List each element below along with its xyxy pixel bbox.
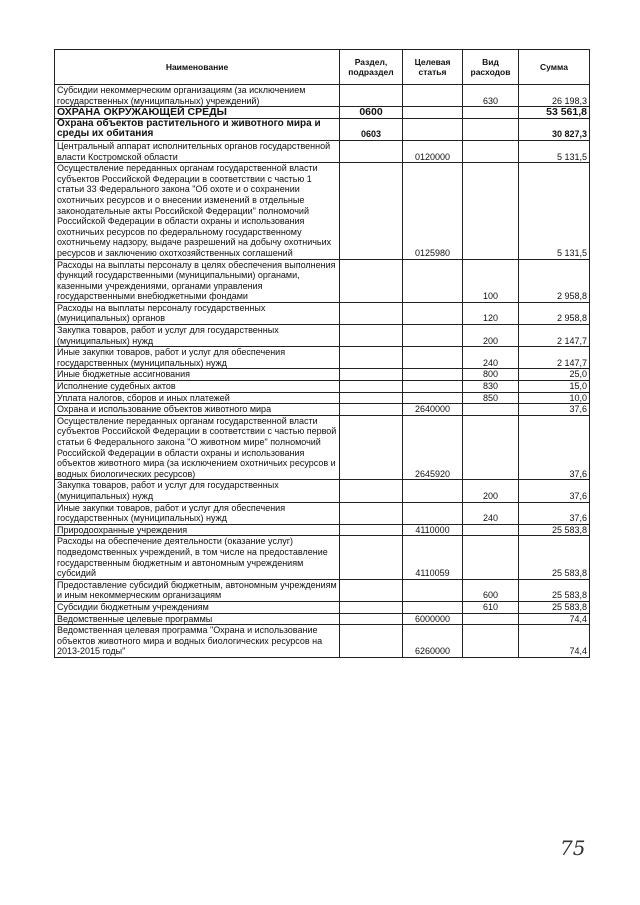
cell-type bbox=[463, 613, 519, 625]
cell-sum: 37,6 bbox=[519, 415, 590, 480]
cell-name: Иные закупки товаров, работ и услуг для обеспечения государственных (муниципальных) нужд bbox=[55, 502, 340, 524]
cell-sum: 74,4 bbox=[519, 613, 590, 625]
cell-section: 0603 bbox=[340, 118, 403, 140]
cell-target: 2640000 bbox=[403, 404, 463, 416]
table-row bbox=[55, 613, 590, 625]
table-row bbox=[55, 536, 590, 579]
cell-type bbox=[463, 118, 519, 140]
table-row bbox=[55, 259, 590, 302]
table-row bbox=[55, 302, 590, 324]
cell-name: Иные закупки товаров, работ и услуг для обеспечения государственных (муниципальных) нужд bbox=[55, 347, 340, 369]
table-row bbox=[55, 163, 590, 259]
cell-target bbox=[403, 502, 463, 524]
cell-name: Расходы на выплаты персоналу в целях обеспечения выполнения функций государственными (муниципальными) органами, казенными учреждениями, органами управления государственными внебюджетными фондами bbox=[55, 259, 340, 302]
cell-target bbox=[403, 369, 463, 381]
cell-sum: 74,4 bbox=[519, 625, 590, 658]
cell-target: 6260000 bbox=[403, 625, 463, 658]
cell-sum: 37,6 bbox=[519, 480, 590, 502]
cell-name: Расходы на обеспечение деятельности (оказание услуг) подведомственных учреждений, в том числе на предоставление государственным бюджетным и автономным учреждениям субсидий bbox=[55, 536, 340, 579]
table-row bbox=[55, 347, 590, 369]
cell-type bbox=[463, 524, 519, 536]
cell-name: Закупка товаров, работ и услуг для государственных (муниципальных) нужд bbox=[55, 480, 340, 502]
cell-sum: 2 958,8 bbox=[519, 302, 590, 324]
cell-name: Исполнение судебных актов bbox=[55, 381, 340, 393]
cell-target: 2645920 bbox=[403, 415, 463, 480]
table-body bbox=[55, 85, 590, 658]
cell-type: 240 bbox=[463, 347, 519, 369]
cell-section bbox=[340, 369, 403, 381]
cell-name: Предоставление субсидий бюджетным, автономным учреждениям и иным некоммерческим организациям bbox=[55, 579, 340, 601]
cell-sum: 25,0 bbox=[519, 369, 590, 381]
table-row bbox=[55, 579, 590, 601]
cell-sum: 10,0 bbox=[519, 392, 590, 404]
table-row bbox=[55, 404, 590, 416]
cell-name: Осуществление переданных органам государственной власти субъектов Российской Федерации в соответствии с частью 1 статьи 33 Федерального закона "Об охоте и о сохранении охотничьих ресурсов и о внесении изменений в отдельные законодательные акты Российской Федерации" полномочий Российской Федерации в области охраны и использования охотничьих ресурсов по федеральному государственному охотничьему надзору, выдаче разрешений на добычу охотничьих ресурсов и заключению охотхозяйственных соглашений bbox=[55, 163, 340, 259]
cell-sum: 25 583,8 bbox=[519, 579, 590, 601]
cell-name: Ведомственная целевая программа "Охрана и использование объектов животного мира и водных биологических ресурсов на 2013-2015 годы" bbox=[55, 625, 340, 658]
header-type: Вид расходов bbox=[463, 50, 519, 85]
cell-name: Закупка товаров, работ и услуг для государственных (муниципальных) нужд bbox=[55, 325, 340, 347]
cell-target bbox=[403, 480, 463, 502]
table-row bbox=[55, 392, 590, 404]
budget-table bbox=[54, 49, 590, 658]
cell-section bbox=[340, 613, 403, 625]
cell-target bbox=[403, 85, 463, 107]
cell-section bbox=[340, 381, 403, 393]
cell-section bbox=[340, 536, 403, 579]
table-row bbox=[55, 381, 590, 393]
cell-section: 0600 bbox=[340, 107, 403, 119]
cell-sum: 25 583,8 bbox=[519, 601, 590, 613]
cell-name: Иные бюджетные ассигнования bbox=[55, 369, 340, 381]
cell-type: 850 bbox=[463, 392, 519, 404]
cell-type: 830 bbox=[463, 381, 519, 393]
cell-target bbox=[403, 601, 463, 613]
cell-type bbox=[463, 107, 519, 119]
cell-type: 200 bbox=[463, 480, 519, 502]
cell-section bbox=[340, 480, 403, 502]
cell-type bbox=[463, 625, 519, 658]
cell-sum: 25 583,8 bbox=[519, 524, 590, 536]
cell-section bbox=[340, 347, 403, 369]
cell-section bbox=[340, 502, 403, 524]
cell-section bbox=[340, 325, 403, 347]
table-row bbox=[55, 415, 590, 480]
cell-target: 4110000 bbox=[403, 524, 463, 536]
cell-sum: 2 147,7 bbox=[519, 347, 590, 369]
cell-type bbox=[463, 415, 519, 480]
cell-sum: 37,6 bbox=[519, 502, 590, 524]
page-number: 75 bbox=[560, 836, 586, 860]
cell-section bbox=[340, 85, 403, 107]
cell-section bbox=[340, 524, 403, 536]
cell-name: Охрана объектов растительного и животного мира и среды их обитания bbox=[55, 118, 340, 140]
cell-type bbox=[463, 140, 519, 162]
cell-section bbox=[340, 404, 403, 416]
table-row bbox=[55, 85, 590, 107]
cell-target bbox=[403, 107, 463, 119]
cell-target bbox=[403, 392, 463, 404]
cell-sum: 2 147,7 bbox=[519, 325, 590, 347]
cell-sum: 25 583,8 bbox=[519, 536, 590, 579]
table-row bbox=[55, 325, 590, 347]
cell-section bbox=[340, 579, 403, 601]
cell-name: Центральный аппарат исполнительных органов государственной власти Костромской области bbox=[55, 140, 340, 162]
cell-section bbox=[340, 625, 403, 658]
table-row bbox=[55, 118, 590, 140]
header-sum: Сумма bbox=[519, 50, 590, 85]
cell-target bbox=[403, 381, 463, 393]
cell-target: 6000000 bbox=[403, 613, 463, 625]
header-name: Наименование bbox=[55, 50, 340, 85]
table-row bbox=[55, 524, 590, 536]
cell-type: 100 bbox=[463, 259, 519, 302]
cell-target bbox=[403, 118, 463, 140]
cell-sum: 26 198,3 bbox=[519, 85, 590, 107]
table-row bbox=[55, 107, 590, 119]
cell-section bbox=[340, 415, 403, 480]
cell-sum: 5 131,5 bbox=[519, 163, 590, 259]
cell-type: 240 bbox=[463, 502, 519, 524]
cell-name: Субсидии бюджетным учреждениям bbox=[55, 601, 340, 613]
cell-name: Субсидии некоммерческим организациям (за исключением государственных (муниципальных) учреждений) bbox=[55, 85, 340, 107]
cell-name: Осуществление переданных органам государственной власти субъектов Российской Федерации в соответствии с частью первой статьи 6 Федерального закона "О животном мире" полномочий Российской Федерации в области охраны и использования объектов животного мира (за исключением охотничьих ресурсов и водных биологических ресурсов) bbox=[55, 415, 340, 480]
cell-type: 120 bbox=[463, 302, 519, 324]
cell-sum: 53 561,8 bbox=[519, 107, 590, 119]
cell-section bbox=[340, 392, 403, 404]
cell-section bbox=[340, 140, 403, 162]
cell-type: 610 bbox=[463, 601, 519, 613]
cell-section bbox=[340, 259, 403, 302]
cell-type: 600 bbox=[463, 579, 519, 601]
cell-name: ОХРАНА ОКРУЖАЮЩЕЙ СРЕДЫ bbox=[55, 107, 340, 119]
cell-sum: 5 131,5 bbox=[519, 140, 590, 162]
cell-type bbox=[463, 536, 519, 579]
cell-sum: 15,0 bbox=[519, 381, 590, 393]
cell-sum: 30 827,3 bbox=[519, 118, 590, 140]
table-header-row bbox=[55, 50, 590, 85]
cell-name: Ведомственные целевые программы bbox=[55, 613, 340, 625]
cell-name: Уплата налогов, сборов и иных платежей bbox=[55, 392, 340, 404]
cell-target bbox=[403, 347, 463, 369]
cell-name: Охрана и использование объектов животного мира bbox=[55, 404, 340, 416]
cell-type bbox=[463, 404, 519, 416]
cell-section bbox=[340, 302, 403, 324]
table-row bbox=[55, 480, 590, 502]
cell-section bbox=[340, 601, 403, 613]
table-row bbox=[55, 502, 590, 524]
table-row bbox=[55, 140, 590, 162]
cell-target bbox=[403, 579, 463, 601]
table-row bbox=[55, 369, 590, 381]
cell-target: 4110059 bbox=[403, 536, 463, 579]
cell-name: Расходы на выплаты персоналу государственных (муниципальных) органов bbox=[55, 302, 340, 324]
cell-type bbox=[463, 163, 519, 259]
cell-type: 630 bbox=[463, 85, 519, 107]
cell-sum: 2 958,8 bbox=[519, 259, 590, 302]
table-row bbox=[55, 625, 590, 658]
cell-type: 200 bbox=[463, 325, 519, 347]
cell-target bbox=[403, 325, 463, 347]
cell-target bbox=[403, 302, 463, 324]
cell-section bbox=[340, 163, 403, 259]
cell-target: 0120000 bbox=[403, 140, 463, 162]
cell-type: 800 bbox=[463, 369, 519, 381]
cell-target bbox=[403, 259, 463, 302]
cell-sum: 37,6 bbox=[519, 404, 590, 416]
cell-target: 0125980 bbox=[403, 163, 463, 259]
header-target: Целевая статья bbox=[403, 50, 463, 85]
cell-name: Природоохранные учреждения bbox=[55, 524, 340, 536]
header-section: Раздел, подраздел bbox=[340, 50, 403, 85]
table-row bbox=[55, 601, 590, 613]
